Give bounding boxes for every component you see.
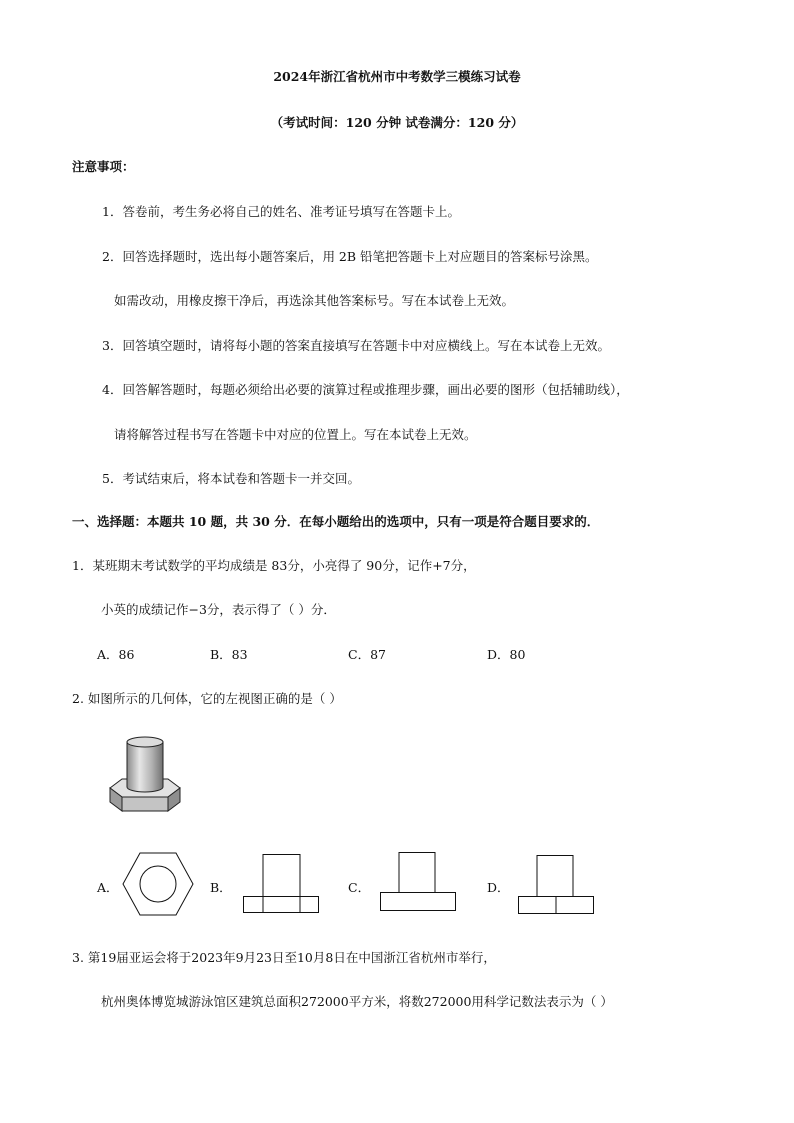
q2-option-a-label: A． (97, 880, 119, 895)
notice-item-4-cont: 请将解答过程书写在答题卡中对应的位置上。写在本试卷上无效。 (114, 427, 477, 442)
q3-stem-cont: 杭州奥体博览城游泳馆区建筑总面积272000平方米，将数272000用科学记数法表示为（ ） (101, 994, 613, 1009)
q1-option-b: B．83 (210, 647, 248, 662)
q3-stem: 3. 第19届亚运会将于2023年9月23日至10月8日在中国浙江省杭州市举行， (72, 950, 496, 965)
q1-option-c: C．87 (348, 647, 386, 662)
option-c-view (380, 852, 456, 912)
q1-option-a: A．86 (97, 647, 135, 662)
notice-item-5: 5．考试结束后，将本试卷和答题卡一并交回。 (102, 471, 360, 486)
option-b-view (243, 854, 319, 914)
q1-stem: 1．某班期末考试数学的平均成绩是 83分，小亮得了 90分，记作+7分， (72, 558, 476, 573)
notice-heading: 注意事项： (72, 159, 135, 174)
option-d-view (518, 855, 594, 915)
q2-option-d-label: D． (487, 880, 510, 895)
notice-item-4: 4．回答解答题时，每题必须给出必要的演算过程或推理步骤，画出必要的图形（包括辅助线）， (102, 382, 629, 397)
q2-stem: 2. 如图所示的几何体，它的左视图正确的是（ ） (72, 691, 342, 706)
solid-figure (105, 732, 185, 822)
section-heading: 一、选择题：本题共 10 题，共 30 分．在每小题给出的选项中，只有一项是符合题目要求的． (72, 514, 600, 529)
page-title: 2024年浙江省杭州市中考数学三模练习试卷 (273, 69, 521, 84)
q1-option-d: D．80 (487, 647, 526, 662)
notice-item-3: 3．回答填空题时，请将每小题的答案直接填写在答题卡中对应横线上。写在本试卷上无效。 (102, 338, 610, 353)
exam-info: （考试时间：120 分钟 试卷满分：120 分） (270, 115, 524, 130)
notice-item-1: 1．答卷前，考生务必将自己的姓名、准考证号填写在答题卡上。 (102, 204, 460, 219)
option-a-hexagon-view (122, 851, 194, 917)
notice-item-2: 2．回答选择题时，选出每小题答案后，用 2B 铅笔把答题卡上对应题目的答案标号涂黑。 (102, 249, 598, 264)
q2-option-c-label: C． (348, 880, 371, 895)
notice-item-2-cont: 如需改动，用橡皮擦干净后，再选涂其他答案标号。写在本试卷上无效。 (114, 293, 515, 308)
q1-stem-cont: 小英的成绩记作−3分，表示得了（ ）分． (101, 602, 336, 617)
q2-option-b-label: B． (210, 880, 232, 895)
